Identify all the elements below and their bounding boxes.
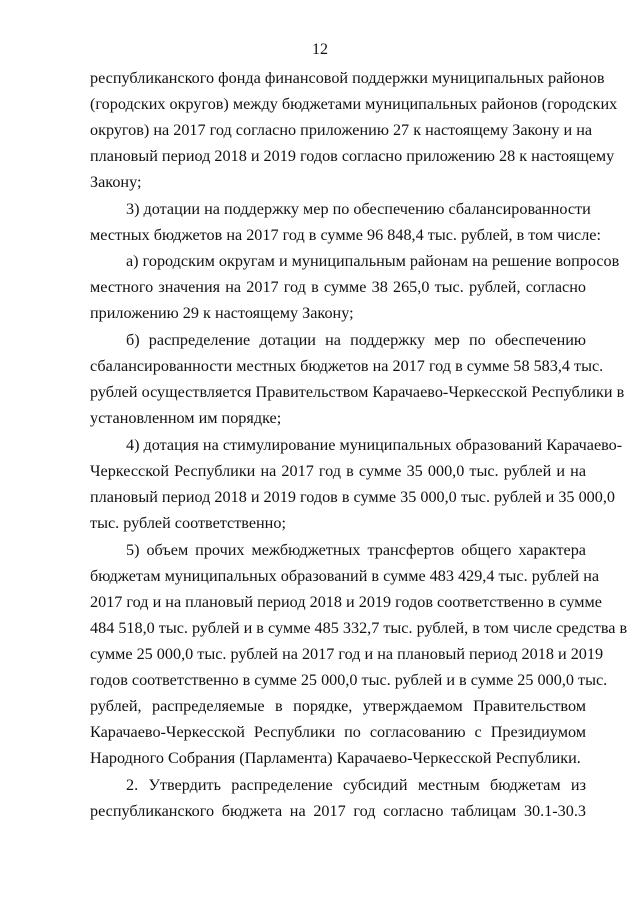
text-line: Закону; bbox=[90, 173, 142, 191]
text-line: сбалансированности местных бюджетов на 2017 год в сумме 58 583,4 тыс. bbox=[90, 357, 604, 375]
text-line: республиканского фонда финансовой поддержки муниципальных районов bbox=[90, 69, 605, 87]
text-line: 2. Утвердить распределение субсидий местным бюджетам из bbox=[126, 776, 586, 794]
text-line: 2017 год и на плановый период 2018 и 2019 годов соответственно в сумме bbox=[90, 593, 602, 611]
text-line: Черкесской Республики на 2017 год в сумме 35 000,0 тыс. рублей и на bbox=[90, 462, 586, 480]
text-line: местных бюджетов на 2017 год в сумме 96 848,4 тыс. рублей, в том числе: bbox=[90, 226, 601, 244]
text-line: плановый период 2018 и 2019 годов в сумме 35 000,0 тыс. рублей и 35 000,0 bbox=[90, 488, 615, 506]
text-line: Народного Собрания (Парламента) Карачаево-Черкесской Республики. bbox=[90, 749, 581, 767]
text-line: приложению 29 к настоящему Закону; bbox=[90, 304, 354, 322]
text-line: бюджетам муниципальных образований в сумме 483 429,4 тыс. рублей на bbox=[90, 567, 600, 585]
text-line: округов) на 2017 год согласно приложению 27 к настоящему Закону и на bbox=[90, 121, 593, 139]
text-line: годов соответственно в сумме 25 000,0 тыс. рублей и в сумме 25 000,0 тыс. bbox=[90, 671, 608, 689]
text-line: республиканского бюджета на 2017 год согласно таблицам 30.1-30.3 bbox=[90, 802, 586, 820]
text-line: Карачаево-Черкесской Республики по согласованию с Президиумом bbox=[90, 723, 586, 741]
text-line: рублей осуществляется Правительством Карачаево-Черкесской Республики в bbox=[90, 383, 625, 401]
text-line: 4) дотация на стимулирование муниципальных образований Карачаево- bbox=[126, 436, 623, 454]
text-line: местного значения на 2017 год в сумме 38 265,0 тыс. рублей, согласно bbox=[90, 278, 586, 296]
text-line: б) распределение дотации на поддержку мер по обеспечению bbox=[126, 331, 586, 349]
text-line: а) городским округам и муниципальным районам на решение вопросов bbox=[126, 252, 620, 270]
text-line: тыс. рублей соответственно; bbox=[90, 514, 286, 532]
text-line: 484 518,0 тыс. рублей и в сумме 485 332,7 тыс. рублей, в том числе средства в bbox=[90, 619, 628, 637]
text-line: (городских округов) между бюджетами муниципальных районов (городских bbox=[90, 95, 618, 113]
page-number: 12 bbox=[312, 41, 328, 58]
text-line: 3) дотации на поддержку мер по обеспечению сбалансированности bbox=[126, 200, 591, 218]
text-line: плановый период 2018 и 2019 годов согласно приложению 28 к настоящему bbox=[90, 147, 615, 165]
text-line: сумме 25 000,0 тыс. рублей на 2017 год и на плановый период 2018 и 2019 bbox=[90, 645, 604, 663]
text-line: установленном им порядке; bbox=[90, 409, 282, 427]
text-line: 5) объем прочих межбюджетных трансфертов общего характера bbox=[126, 541, 586, 559]
text-line: рублей, распределяемые в порядке, утверждаемом Правительством bbox=[90, 697, 586, 715]
